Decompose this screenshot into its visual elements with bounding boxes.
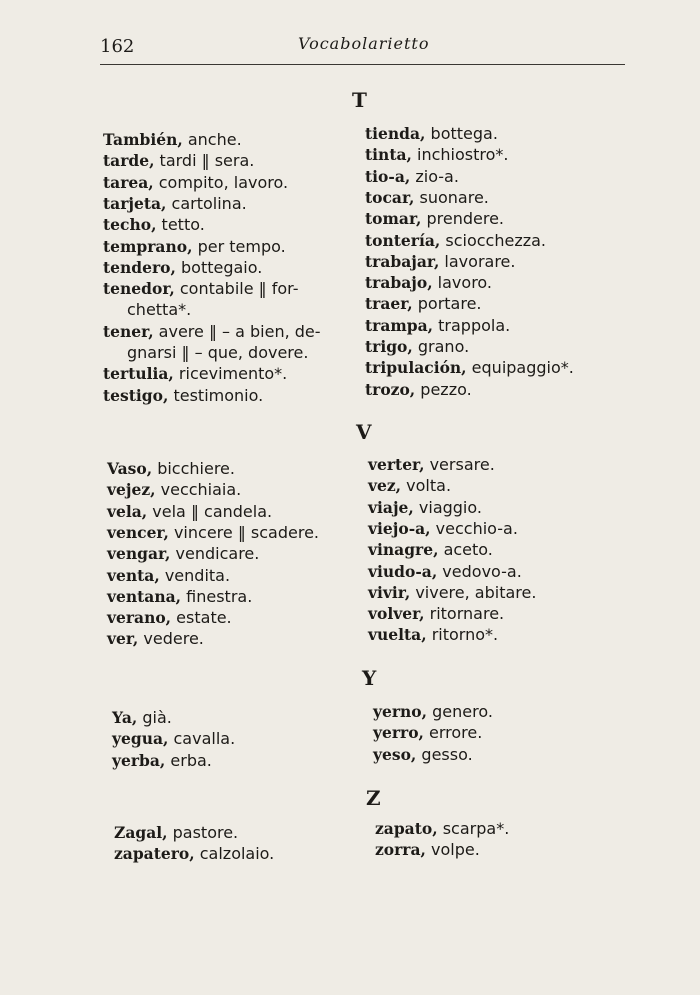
translation: vincere ‖ scadere. [168, 522, 319, 542]
dictionary-entry [365, 316, 510, 336]
dictionary-entry [365, 167, 459, 187]
dictionary-entry [365, 273, 492, 293]
headword: trabajar, [365, 251, 440, 271]
dictionary-entry [107, 502, 272, 522]
dictionary-entry [103, 151, 254, 171]
headword: Zagal, [114, 823, 168, 842]
dictionary-entry [368, 455, 495, 475]
page-number: 162 [100, 36, 135, 57]
section-letter-z: Z [366, 786, 381, 810]
headword: vuelta, [368, 625, 427, 645]
dictionary-entry [103, 322, 321, 342]
dictionary-entry [103, 258, 262, 278]
headword: trabajo, [365, 273, 433, 293]
headword: zapato, [375, 819, 438, 838]
dictionary-entry [368, 540, 493, 560]
translation: lavoro. [432, 273, 493, 293]
headword: tertulia, [103, 364, 174, 384]
translation: estate. [171, 608, 232, 628]
translation: suonare. [414, 187, 489, 207]
dictionary-entry [373, 702, 493, 722]
dictionary-entry [112, 708, 172, 728]
translation: versare. [424, 455, 495, 474]
translation: vendicare. [170, 544, 260, 564]
page-header [100, 36, 630, 66]
translation: erba. [165, 750, 212, 770]
translation: cartolina. [166, 193, 247, 213]
dictionary-entry [103, 279, 298, 299]
dictionary-entry [107, 523, 319, 543]
headword: tarde, [103, 151, 155, 171]
translation: inchiostro*. [411, 145, 509, 165]
headword: tarea, [103, 172, 154, 192]
dictionary-entry [368, 498, 482, 518]
translation: grano. [412, 337, 470, 356]
headword: vinagre, [368, 540, 439, 560]
dictionary-entry [373, 723, 482, 743]
dictionary-entry [373, 745, 473, 765]
translation: equipaggio*. [466, 358, 574, 378]
translation: vecchiaia. [155, 480, 242, 500]
translation: ritorno*. [426, 625, 499, 645]
translation: vedere. [138, 629, 204, 649]
headword: Ya, [112, 708, 138, 727]
dictionary-entry [107, 608, 232, 628]
dictionary-entry [375, 819, 509, 839]
headword: ventana, [107, 586, 182, 606]
translation: scarpa*. [437, 819, 510, 838]
headword: volver, [368, 604, 425, 624]
header-rule [100, 64, 625, 65]
translation: prendere. [421, 209, 504, 229]
headword: Vaso, [107, 459, 153, 478]
dictionary-entry [365, 337, 469, 357]
dictionary-entry [107, 629, 204, 649]
headword: zapatero, [114, 844, 195, 864]
dictionary-entry [368, 604, 504, 624]
headword: yerba, [112, 750, 166, 770]
headword: tarjeta, [103, 193, 167, 213]
translation: volta. [401, 476, 452, 496]
headword: yerno, [373, 702, 428, 721]
headword: viaje, [368, 497, 414, 517]
headword: trigo, [365, 337, 413, 356]
translation: compito, lavoro. [153, 172, 289, 192]
headword: venta, [107, 565, 160, 585]
translation: anche. [182, 130, 242, 149]
translation: trappola. [433, 315, 511, 335]
translation: ritornare. [424, 604, 505, 624]
translation: zio-a. [410, 166, 459, 186]
dictionary-entry [365, 124, 498, 144]
headword: zorra, [375, 840, 426, 860]
translation: vivere, abitare. [410, 582, 537, 602]
dictionary-entry [368, 519, 518, 539]
dictionary-entry [368, 562, 522, 582]
translation: vecchio-a. [430, 518, 518, 538]
dictionary-entry [114, 823, 238, 843]
section-letter-v: V [356, 420, 372, 444]
translation: ricevimento*. [173, 364, 288, 384]
dictionary-entry [103, 215, 205, 235]
dictionary-entry [365, 188, 489, 208]
translation: portare. [412, 294, 482, 314]
translation: bicchiere. [152, 459, 235, 478]
headword: verano, [107, 608, 172, 628]
translation: per tempo. [192, 236, 286, 256]
headword: yeso, [373, 744, 417, 764]
translation: lavorare. [439, 251, 516, 271]
headword: yegua, [112, 729, 169, 749]
headword: ver, [107, 629, 139, 649]
dictionary-entry [107, 566, 230, 586]
dictionary-entry [365, 231, 546, 251]
headword: tener, [103, 321, 154, 341]
dictionary-entry [365, 145, 508, 165]
section-letter-t: T [352, 88, 367, 112]
dictionary-entry [365, 358, 574, 378]
dictionary-entry [107, 459, 235, 479]
headword: traer, [365, 294, 413, 314]
dictionary-entry [103, 386, 263, 406]
dictionary-entry [107, 587, 252, 607]
headword: También, [103, 130, 183, 149]
translation: vela ‖ candela. [147, 501, 273, 521]
dictionary-entry [375, 840, 480, 860]
translation: errore. [423, 723, 483, 743]
translation: pezzo. [415, 379, 472, 399]
headword: viudo-a, [368, 561, 438, 581]
headword: yerro, [373, 723, 424, 743]
dictionary-entry [107, 544, 259, 564]
translation: bottega. [425, 124, 498, 143]
dictionary-entry [368, 583, 536, 603]
translation: avere ‖ – a bien, de- [153, 321, 321, 341]
translation: gnarsi ‖ – que, dovere. [127, 343, 309, 362]
translation: gesso. [416, 744, 473, 764]
translation: viaggio. [413, 497, 482, 517]
dictionary-entry [127, 343, 308, 363]
translation: pastore. [167, 823, 239, 842]
translation: sciocchezza. [440, 230, 547, 250]
headword: vivir, [368, 582, 411, 602]
translation: volpe. [425, 840, 480, 860]
headword: tenedor, [103, 279, 175, 299]
headword: tio-a, [365, 166, 411, 186]
headword: trampa, [365, 315, 434, 335]
translation: contabile ‖ for- [174, 279, 299, 299]
headword: vez, [368, 476, 402, 496]
translation: già. [137, 708, 172, 727]
translation: calzolaio. [194, 844, 275, 864]
translation: vedovo-a. [437, 561, 522, 581]
dictionary-entry [368, 476, 451, 496]
translation: genero. [427, 702, 493, 721]
headword: tendero, [103, 257, 176, 277]
translation: finestra. [181, 586, 253, 606]
translation: chetta*. [127, 300, 192, 320]
translation: testimonio. [168, 385, 264, 405]
headword: temprano, [103, 236, 193, 256]
translation: tardi ‖ sera. [154, 151, 255, 171]
headword: verter, [368, 455, 425, 474]
headword: vela, [107, 501, 148, 521]
headword: tontería, [365, 230, 441, 250]
dictionary-entry [107, 480, 241, 500]
headword: testigo, [103, 385, 169, 405]
headword: vejez, [107, 480, 156, 500]
dictionary-entry [112, 729, 235, 749]
dictionary-entry [103, 130, 242, 150]
headword: trozo, [365, 379, 416, 399]
headword: vencer, [107, 522, 169, 542]
translation: tetto. [156, 215, 205, 235]
dictionary-entry [103, 173, 288, 193]
translation: aceto. [438, 540, 493, 560]
headword: vengar, [107, 544, 171, 564]
headword: tomar, [365, 209, 422, 229]
section-letter-y: Y [362, 666, 377, 690]
dictionary-entry [368, 625, 498, 645]
dictionary-entry [103, 194, 247, 214]
dictionary-entry [365, 209, 504, 229]
headword: techo, [103, 215, 157, 235]
headword: tinta, [365, 145, 412, 165]
running-title: Vocabolarietto [298, 34, 430, 53]
dictionary-entry [103, 237, 286, 257]
dictionary-entry [114, 844, 274, 864]
headword: viejo-a, [368, 518, 431, 538]
translation: bottegaio. [175, 257, 263, 277]
dictionary-entry [112, 751, 212, 771]
dictionary-entry [365, 380, 472, 400]
dictionary-entry [365, 252, 515, 272]
headword: tocar, [365, 187, 415, 207]
headword: tripulación, [365, 358, 467, 378]
translation: cavalla. [168, 729, 236, 749]
translation: vendita. [159, 565, 231, 585]
headword: tienda, [365, 124, 426, 143]
dictionary-entry [365, 294, 482, 314]
dictionary-entry [103, 364, 287, 384]
dictionary-entry [127, 300, 191, 320]
